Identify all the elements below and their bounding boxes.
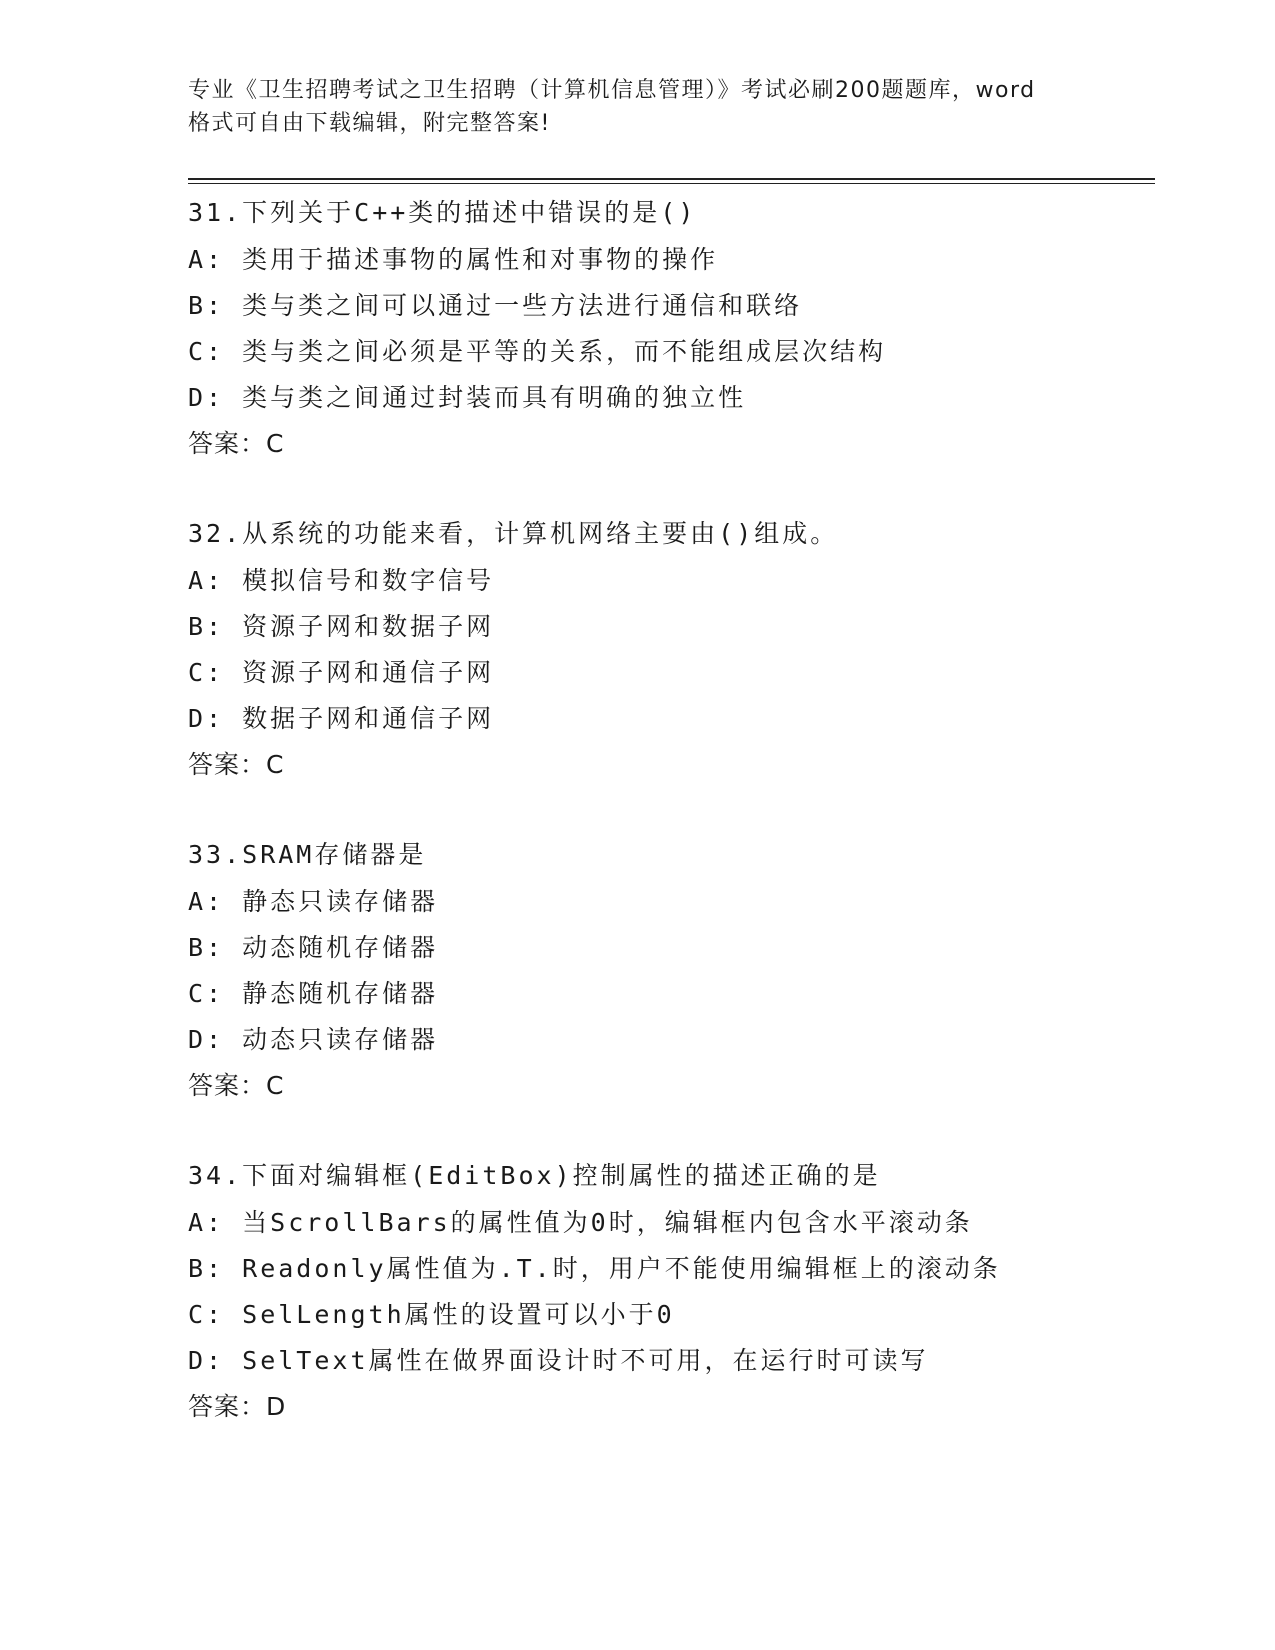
question-stem: 32.从系统的功能来看，计算机网络主要由()组成。 bbox=[188, 519, 839, 548]
option-d: D: 类与类之间通过封装而具有明确的独立性 bbox=[188, 383, 747, 412]
question-34 bbox=[188, 1152, 1155, 1430]
header-line-1: 专业《卫生招聘考试之卫生招聘（计算机信息管理）》考试必刷200题题库，word bbox=[188, 78, 1036, 103]
option-a: A: 当ScrollBars的属性值为0时，编辑框内包含水平滚动条 bbox=[188, 1208, 973, 1237]
header-divider-thin bbox=[188, 183, 1155, 184]
option-a: A: 类用于描述事物的属性和对事物的操作 bbox=[188, 245, 719, 274]
header-line-2: 格式可自由下载编辑，附完整答案! bbox=[188, 111, 551, 136]
question-stem: 31.下列关于C++类的描述中错误的是() bbox=[188, 198, 697, 227]
option-b: B: 动态随机存储器 bbox=[188, 933, 439, 962]
question-32 bbox=[188, 510, 1155, 788]
option-c: C: 资源子网和通信子网 bbox=[188, 658, 495, 687]
option-b: B: 类与类之间可以通过一些方法进行通信和联络 bbox=[188, 291, 803, 320]
option-a: A: 模拟信号和数字信号 bbox=[188, 566, 495, 595]
option-d: D: SelText属性在做界面设计时不可用，在运行时可读写 bbox=[188, 1346, 929, 1375]
option-b: B: Readonly属性值为.T.时，用户不能使用编辑框上的滚动条 bbox=[188, 1254, 1001, 1283]
option-b: B: 资源子网和数据子网 bbox=[188, 612, 495, 641]
question-33 bbox=[188, 831, 1155, 1109]
answer-label: 答案：C bbox=[188, 429, 285, 458]
answer-label: 答案：D bbox=[188, 1392, 287, 1421]
option-d: D: 数据子网和通信子网 bbox=[188, 704, 495, 733]
answer-label: 答案：C bbox=[188, 1071, 285, 1100]
question-list bbox=[188, 189, 1155, 1430]
header-divider-thick bbox=[188, 178, 1155, 180]
option-c: C: SelLength属性的设置可以小于0 bbox=[188, 1300, 675, 1329]
answer-label: 答案：C bbox=[188, 750, 285, 779]
question-stem: 34.下面对编辑框(EditBox)控制属性的描述正确的是 bbox=[188, 1161, 881, 1190]
option-c: C: 类与类之间必须是平等的关系，而不能组成层次结构 bbox=[188, 337, 887, 366]
option-d: D: 动态只读存储器 bbox=[188, 1025, 439, 1054]
option-c: C: 静态随机存储器 bbox=[188, 979, 439, 1008]
question-stem: 33.SRAM存储器是 bbox=[188, 840, 427, 869]
document-header bbox=[188, 74, 1088, 140]
option-a: A: 静态只读存储器 bbox=[188, 887, 439, 916]
question-31 bbox=[188, 189, 1155, 467]
